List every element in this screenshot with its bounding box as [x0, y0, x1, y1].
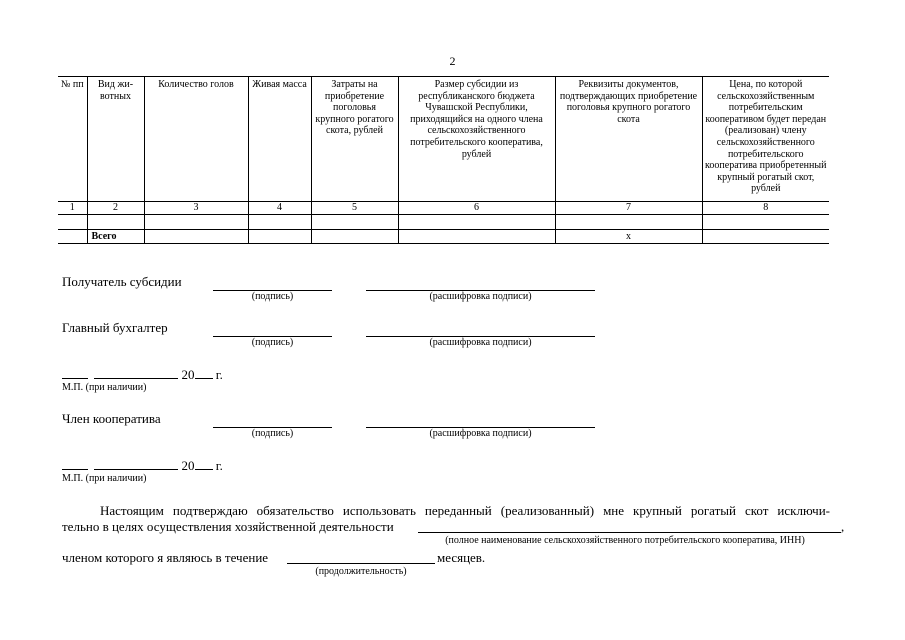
stamp-note: М.П. (при наличии) — [62, 473, 147, 484]
empty-cell — [144, 215, 248, 230]
empty-cell — [702, 215, 829, 230]
comma: , — [841, 519, 845, 534]
empty-cell — [311, 215, 398, 230]
column-number: 2 — [87, 202, 144, 215]
total-label: Всего — [87, 230, 144, 244]
accountant-label: Главный бухгалтер — [62, 320, 168, 335]
commitment-line-1: Настоящим подтверждаю обязательство использовать переданный (реализованный) мне крупный рогатый скот исключи- — [100, 503, 830, 518]
column-number: 1 — [58, 202, 87, 215]
decode-caption: (расшифровка подписи) — [429, 291, 532, 302]
empty-cell — [248, 215, 311, 230]
signature-caption: (подпись) — [251, 428, 294, 439]
commitment-line-2: тельно в целях осуществления хозяйственной деятельности — [62, 519, 394, 534]
month-field[interactable] — [94, 458, 178, 470]
decode-caption: (расшифровка подписи) — [429, 337, 532, 348]
year-prefix: 20 — [181, 367, 195, 382]
empty-cell — [248, 230, 311, 244]
month-field[interactable] — [94, 367, 178, 379]
empty-cell — [87, 215, 144, 230]
header-cell: № пп — [58, 77, 87, 202]
months-word: месяцев. — [437, 550, 486, 565]
stamp-note: М.П. (при наличии) — [62, 382, 147, 393]
day-field[interactable] — [62, 458, 88, 470]
column-number: 4 — [248, 202, 311, 215]
duration-caption: (продолжительность) — [315, 566, 407, 577]
decode-caption: (расшифровка подписи) — [429, 428, 532, 439]
empty-cell — [555, 215, 702, 230]
header-cell: Живая масса — [248, 77, 311, 202]
year-field[interactable] — [195, 367, 213, 379]
empty-cell — [58, 215, 87, 230]
header-cell: Размер субсидии из республиканского бюджета Чувашской Республики, приходящийся на одного члена сельскохозяйственного потребительского кооператива, рублей — [398, 77, 555, 202]
column-number: 6 — [398, 202, 555, 215]
table-row — [58, 215, 829, 230]
date-line — [62, 458, 223, 474]
empty-cell — [702, 230, 829, 244]
subsidy-table — [58, 76, 829, 244]
signature-caption: (подпись) — [251, 291, 294, 302]
column-number: 5 — [311, 202, 398, 215]
column-number-row — [58, 202, 829, 215]
empty-cell — [398, 230, 555, 244]
empty-cell — [58, 230, 87, 244]
date-line — [62, 367, 223, 383]
header-cell: Затраты на приобретение поголовья крупного рогатого скота, рублей — [311, 77, 398, 202]
column-number: 3 — [144, 202, 248, 215]
cooperative-name-field[interactable] — [418, 532, 841, 533]
header-cell: Количество голов — [144, 77, 248, 202]
year-field[interactable] — [195, 458, 213, 470]
signature-caption: (подпись) — [251, 337, 294, 348]
empty-cell — [311, 230, 398, 244]
empty-cell — [398, 215, 555, 230]
column-number: 8 — [702, 202, 829, 215]
header-cell: Вид жи-вотных — [87, 77, 144, 202]
commitment-line-3: членом которого я являюсь в течение — [62, 550, 269, 565]
day-field[interactable] — [62, 367, 88, 379]
recipient-label: Получатель субсидии — [62, 274, 182, 289]
year-prefix: 20 — [181, 458, 195, 473]
year-suffix: г. — [215, 367, 223, 382]
year-suffix: г. — [215, 458, 223, 473]
total-row — [58, 230, 829, 244]
cooperative-caption: (полное наименование сельскохозяйственного потребительского кооператива, ИНН) — [445, 535, 805, 546]
empty-cell — [144, 230, 248, 244]
total-x-mark: x — [555, 230, 702, 244]
duration-field[interactable] — [287, 563, 435, 564]
header-cell: Цена, по которой сельскохозяйственным потребительским кооперативом будет передан (реализован) члену сельскохозяйственного потребительского кооператива приобретенный крупный рогатый скот, рублей — [702, 77, 829, 202]
column-number: 7 — [555, 202, 702, 215]
table-header-row — [58, 77, 829, 202]
member-label: Член кооператива — [62, 411, 161, 426]
page-number: 2 — [449, 54, 456, 68]
header-cell: Реквизиты документов, подтверждающих приобретение поголовья крупного рогатого скота — [555, 77, 702, 202]
